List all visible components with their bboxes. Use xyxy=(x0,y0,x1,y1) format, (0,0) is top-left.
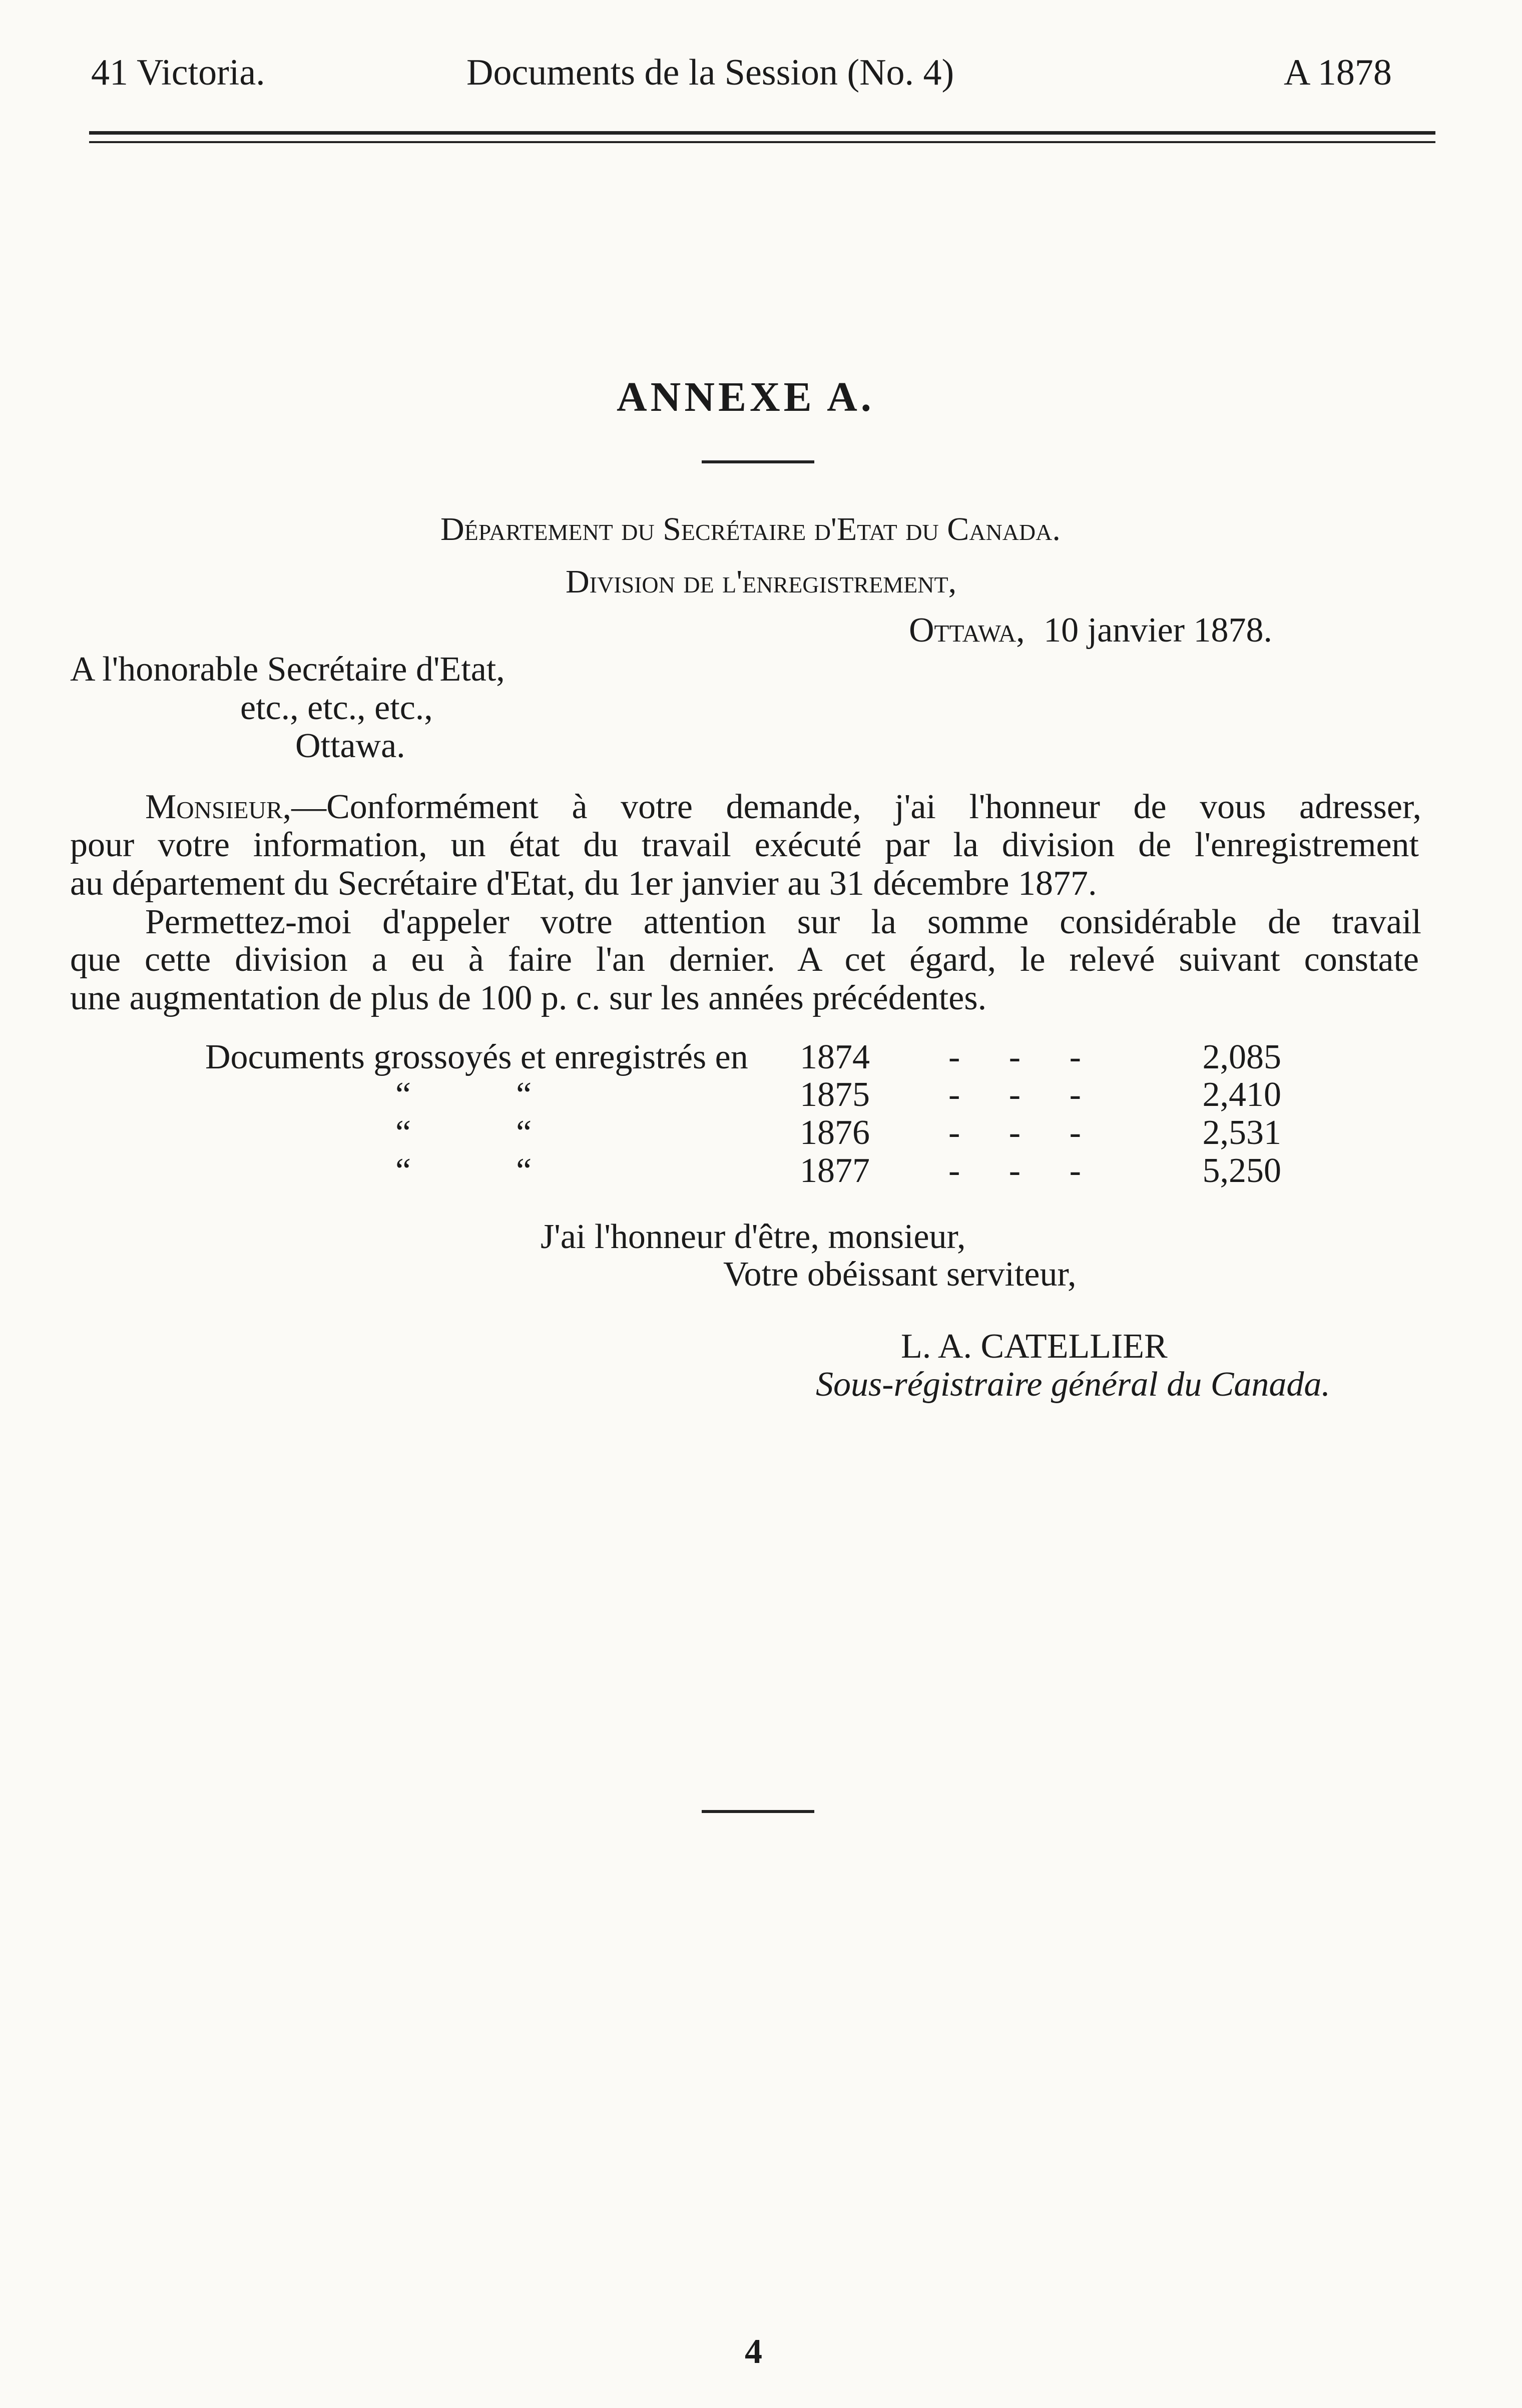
row-leader: - - - xyxy=(948,1151,1101,1190)
title-rule xyxy=(702,460,814,463)
place-date-line xyxy=(909,613,1272,648)
row-year: 1875 xyxy=(800,1075,870,1114)
closing-line-1: J'ai l'honneur d'être, monsieur, xyxy=(541,1218,966,1256)
header-rule-bottom xyxy=(89,141,1435,143)
row-year: 1874 xyxy=(800,1038,870,1076)
addressee-line-3: Ottawa. xyxy=(295,727,405,765)
place: Ottawa, xyxy=(909,611,1025,650)
row-value: 2,085 xyxy=(1202,1038,1281,1076)
page-title: ANNEXE A. xyxy=(617,374,875,420)
division-line: Division de l'enregistrement, xyxy=(566,563,957,600)
page-number: 4 xyxy=(745,2332,762,2371)
row-leader: - - - xyxy=(948,1038,1101,1076)
row-label: “ “ xyxy=(395,1075,532,1114)
paragraph-1-line-2: pour votre information, un état du travail exécuté par la division de l'enregistrement xyxy=(70,826,1419,864)
row-value: 2,531 xyxy=(1202,1113,1281,1152)
row-year: 1876 xyxy=(800,1113,870,1152)
paragraph-2-line-1: Permettez-moi d'appeler votre attention sur la somme considérable de travail xyxy=(145,903,1421,941)
signature-name: L. A. CATELLIER xyxy=(901,1327,1168,1366)
row-label: “ “ xyxy=(395,1113,532,1152)
row-leader: - - - xyxy=(948,1075,1101,1114)
header-rule-top xyxy=(89,131,1435,135)
paragraph-1-line-3: au département du Secrétaire d'Etat, du 1er janvier au 31 décembre 1877. xyxy=(70,864,1097,903)
addressee-line-1: A l'honorable Secrétaire d'Etat, xyxy=(70,650,505,689)
department-line: Département du Secrétaire d'Etat du Canada. xyxy=(440,511,1061,547)
paragraph-1-line-1: Monsieur,—Conformément à votre demande, j'ai l'honneur de vous adresser, xyxy=(145,788,1421,826)
row-label: Documents grossoyés et enregistrés en xyxy=(205,1038,748,1076)
signature-title: Sous-régistraire général du Canada. xyxy=(816,1365,1330,1404)
paragraph-2-line-3: une augmentation de plus de 100 p. c. sur les années précédentes. xyxy=(70,979,987,1017)
row-value: 2,410 xyxy=(1202,1075,1281,1114)
row-value: 5,250 xyxy=(1202,1151,1281,1190)
date: 10 janvier 1878. xyxy=(1044,611,1273,650)
header-center: Documents de la Session (No. 4) xyxy=(466,52,954,93)
header-right: A 1878 xyxy=(1284,52,1392,93)
addressee-line-2: etc., etc., etc., xyxy=(240,689,433,727)
paragraph-2-line-2: que cette division a eu à faire l'an dernier. A cet égard, le relevé suivant constate xyxy=(70,940,1419,979)
salutation: Monsieur, xyxy=(145,788,292,826)
row-leader: - - - xyxy=(948,1113,1101,1152)
footer-rule xyxy=(702,1810,814,1813)
row-label: “ “ xyxy=(395,1151,532,1190)
closing-line-2: Votre obéissant serviteur, xyxy=(723,1255,1077,1294)
row-year: 1877 xyxy=(800,1151,870,1190)
header-left: 41 Victoria. xyxy=(91,52,265,93)
